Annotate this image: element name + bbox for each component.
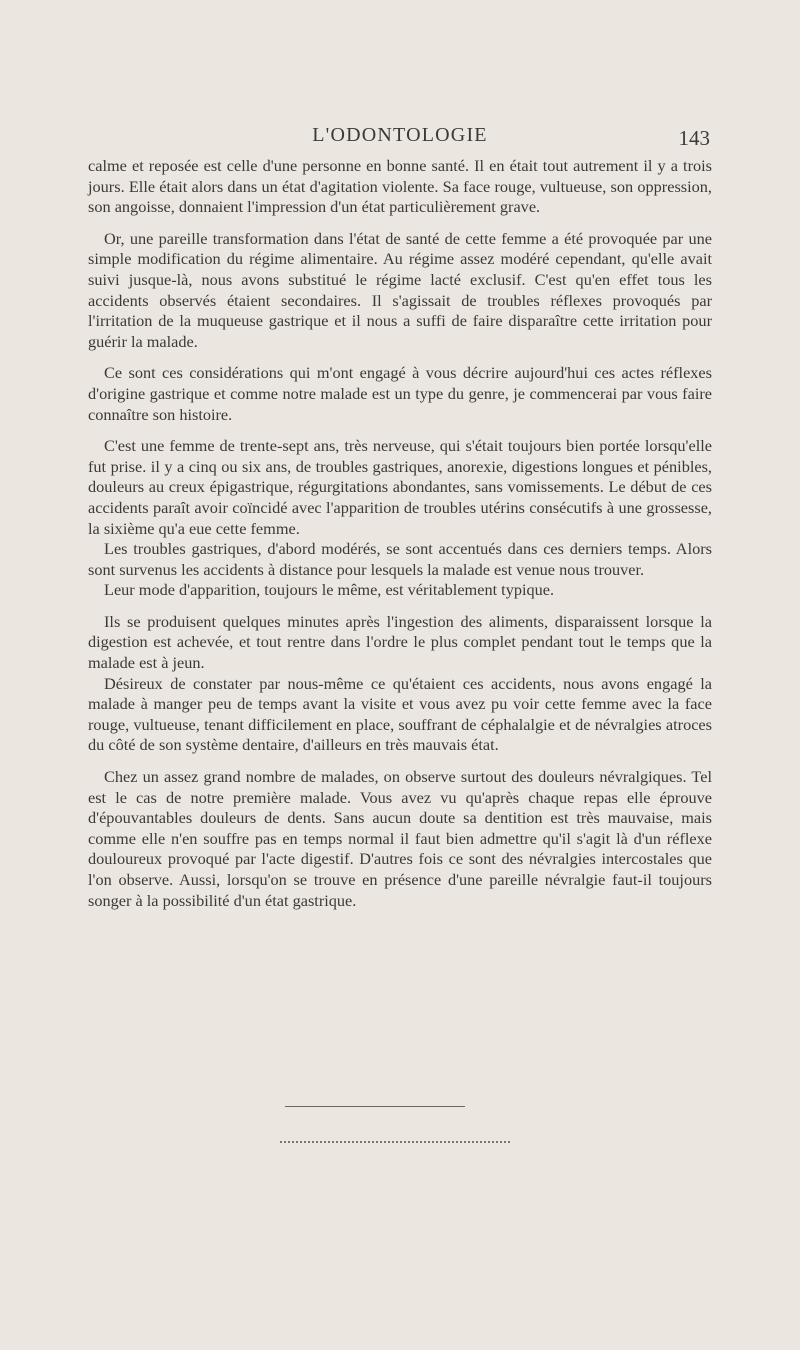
paragraph: Or, une pareille transformation dans l'état de santé de cette femme a été provoquée par une simple modification du régime alimentaire. Au régime assez modéré cependant, qu'elle avait suivi jusque-là, nous avons substitué le régime lacté exclusif. C'est qu'en effet tous les accidents observés étaient secondaires. Il s'agissait de troubles réflexes provoqués par l'irritation de la muqueuse gastrique et il nous a suffi de faire disparaître cette irritation pour guérir la malade. bbox=[88, 228, 712, 351]
paragraph: Désireux de constater par nous-même ce qu'étaient ces accidents, nous avons engagé la malade à manger peu de temps avant la visite et vous avez pu voir cette femme avec la face rouge, vultueuse, tenant difficilement en place, souffrant de céphalalgie et de névralgies atroces du côté de son système dentaire, d'ailleurs en très mauvais état. bbox=[88, 673, 712, 755]
page-header bbox=[88, 124, 712, 150]
paragraph: Chez un assez grand nombre de malades, on observe surtout des douleurs névralgiques. Tel est le cas de notre première malade. Vous avez vu qu'après chaque repas elle éprouve d'épouvantables douleurs de dents. Sans aucun doute sa dentition est très mauvaise, mais comme elle n'en souffre pas en temps normal il faut bien admettre qu'il s'agit là d'un réflexe douloureux provoqué par l'acte digestif. D'autres fois ce sont des névralgies intercostales que l'on observe. Aussi, lorsqu'on se trouve en présence d'une pareille névralgie faut-il toujours songer à la possibilité d'un état gastrique. bbox=[88, 767, 712, 910]
paragraph: Les troubles gastriques, d'abord modérés, se sont accentués dans ces derniers temps. Alors sont survenus les accidents à distance pour lesquels la malade est venue nous trouver. bbox=[88, 539, 712, 579]
paragraph: Leur mode d'apparition, toujours le même, est véritablement typique. bbox=[104, 580, 555, 600]
paragraph: Ils se produisent quelques minutes après l'ingestion des aliments, disparaissent lorsque la digestion est achevée, et tout rentre dans l'ordre le plus complet pendant tout le temps que la malade est à jeun. bbox=[88, 611, 712, 673]
page-number: 143 bbox=[678, 126, 710, 150]
running-title: L'ODONTOLOGIE bbox=[312, 124, 488, 146]
paragraph: calme et reposée est celle d'une personne en bonne santé. Il en était tout autrement il y a trois jours. Elle était alors dans un état d'agitation violente. Sa face rouge, vultueuse, son oppression, son angoisse, donnaient l'impression d'un état particulièrement grave. bbox=[88, 156, 712, 217]
section-divider bbox=[285, 1106, 465, 1107]
paragraph: C'est une femme de trente-sept ans, très nerveuse, qui s'était toujours bien portée lorsqu'elle fut prise. il y a cinq ou six ans, de troubles gastriques, anorexie, digestions longues et pénibles, douleurs au creux épigastrique, régurgitations abondantes, sans vomissements. Le début de ces accidents paraît avoir coïncidé avec l'apparition de troubles utérins consécutifs à une grossesse, la sixième qu'a eue cette femme. bbox=[88, 436, 712, 538]
paragraph: Ce sont ces considérations qui m'ont engagé à vous décrire aujourd'hui ces actes réflexes d'origine gastrique et comme notre malade est un type du genre, je commencerai par vous faire connaître son histoire. bbox=[88, 363, 712, 424]
dotted-divider bbox=[280, 1141, 510, 1143]
body-text bbox=[88, 156, 712, 911]
